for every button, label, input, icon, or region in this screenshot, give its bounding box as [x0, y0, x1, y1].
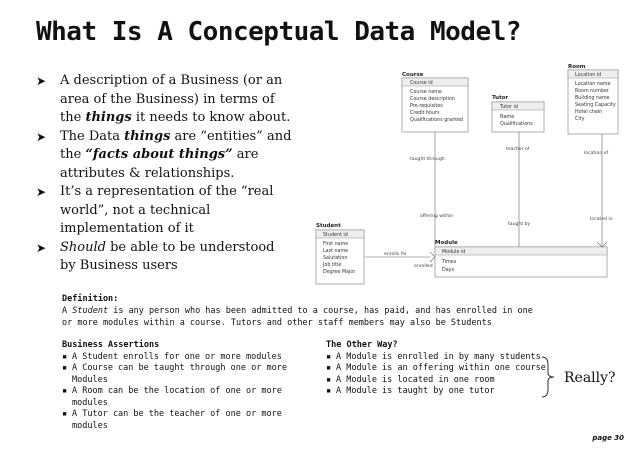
attr: Last name: [323, 249, 349, 254]
bullet-text: The Data: [60, 128, 125, 144]
attr: Seating Capacity: [575, 103, 616, 108]
attr: Tutor id: [500, 105, 518, 110]
other-way-heading: The Other Way?: [326, 340, 398, 350]
entity-title: Student: [316, 223, 341, 229]
attr: Room number: [575, 89, 609, 94]
definition-text-part: is any person who has been admitted to a course, has paid, and has enrolled in one or more modules within a course. Tutors and other staff members may also be Students: [62, 306, 533, 328]
assertions-list: [62, 352, 292, 433]
attr: Course name: [410, 90, 442, 95]
attr: Salutation: [323, 256, 348, 261]
assertions-heading: Business Assertions: [62, 340, 160, 350]
entity-title: Room: [568, 64, 586, 70]
bullet-list: [36, 72, 294, 276]
bullet-text: it needs to know about.: [131, 110, 291, 125]
list-item: ▪ A Module is enrolled in by many students: [326, 352, 546, 364]
arrow-bullet-icon: ➤: [36, 129, 47, 144]
relation-label: location of: [584, 151, 609, 156]
list-item: ▪ A Course can be taught through one or more Modules: [62, 363, 292, 386]
entity-module: [435, 240, 607, 277]
relation-label: located in: [590, 217, 613, 222]
arrow-bullet-icon: ➤: [36, 74, 47, 88]
relation-label: taught by: [508, 222, 531, 227]
arrow-bullet-icon: ➤: [36, 240, 47, 255]
bullet-emphasis: “facts about things”: [85, 147, 233, 162]
attr: Pre-requisites: [410, 104, 443, 109]
bullet-text: are attributes & relationships.: [60, 147, 259, 181]
definition-text: [62, 305, 542, 329]
entity-room: [568, 64, 618, 134]
curly-brace-icon: [540, 355, 560, 399]
entity-title: Module: [435, 240, 458, 246]
bullet-emphasis: Should: [60, 239, 106, 255]
list-item: ▪ A Room can be the location of one or more modules: [62, 386, 292, 409]
list-item: ▪ A Student enrolls for one or more modules: [62, 352, 292, 364]
erd-connectors: [365, 112, 607, 262]
entity-student: [316, 223, 364, 284]
attr: Hotel chain: [575, 110, 603, 115]
bullet-text: A description of a Business (or an area of the Business) in terms of the: [60, 73, 283, 125]
definition-text-part: A: [62, 306, 73, 316]
attr: Location id: [575, 73, 602, 78]
entity-title: Course: [402, 72, 424, 78]
arrow-bullet-icon: ➤: [36, 185, 47, 199]
bullet-emphasis: things: [124, 128, 171, 144]
attr: City: [575, 117, 585, 122]
attr: Credit hours: [410, 111, 440, 116]
bullet-2: [36, 128, 294, 184]
attr: First name: [323, 242, 349, 247]
bullet-text: are “entities” and the: [60, 128, 292, 162]
attr: Student id: [323, 233, 348, 238]
attr: Building name: [575, 96, 610, 101]
definition-emphasis: Student: [72, 306, 109, 316]
attr: Degree Major: [323, 270, 356, 275]
attr: Days: [442, 268, 454, 273]
really-callout: Really?: [564, 370, 616, 386]
relation-label: taught through: [410, 157, 445, 162]
relation-label: enrolls for: [384, 252, 408, 257]
relation-label: enrolled: [414, 264, 433, 269]
entity-course: [402, 72, 468, 132]
other-way-list: [326, 352, 546, 398]
list-item: ▪ A Module is located in one room: [326, 375, 546, 387]
attr: Name: [500, 115, 515, 120]
attr: Module id: [442, 250, 466, 255]
bullet-text: be able to be understood by Business users: [60, 239, 275, 273]
list-item: ▪ A Module is taught by one tutor: [326, 386, 546, 398]
list-item: ▪ A Tutor can be the teacher of one or more modules: [62, 409, 292, 432]
relation-label: teacher of: [506, 147, 530, 152]
business-assertions: [62, 340, 292, 432]
slide-title: What Is A Conceptual Data Model?: [36, 17, 521, 47]
bullet-3: [36, 183, 294, 239]
attr: Qualifications granted: [410, 118, 464, 123]
list-item: ▪ A Module is an offering within one course: [326, 363, 546, 375]
attr: Times: [442, 260, 457, 265]
attr: Job title: [323, 263, 342, 268]
entity-tutor: [492, 95, 544, 132]
erd-diagram: [310, 62, 620, 287]
attr: Location name: [575, 82, 611, 87]
relation-label: offering within: [420, 214, 454, 219]
bullet-text: It’s a representation of the “real world”, not a technical implementation of it: [60, 184, 274, 236]
definition-heading: Definition:: [62, 294, 119, 304]
page-number: page 30: [592, 434, 624, 442]
bullet-1: [36, 72, 294, 128]
bullet-4: [36, 239, 294, 276]
attr: Course id: [410, 81, 433, 86]
entity-title: Tutor: [492, 95, 509, 101]
bullet-emphasis: things: [85, 110, 132, 125]
attr: Course description: [410, 97, 455, 102]
definition-block: [62, 293, 542, 329]
attr: Qualifications: [500, 122, 533, 127]
other-way: [326, 340, 546, 398]
